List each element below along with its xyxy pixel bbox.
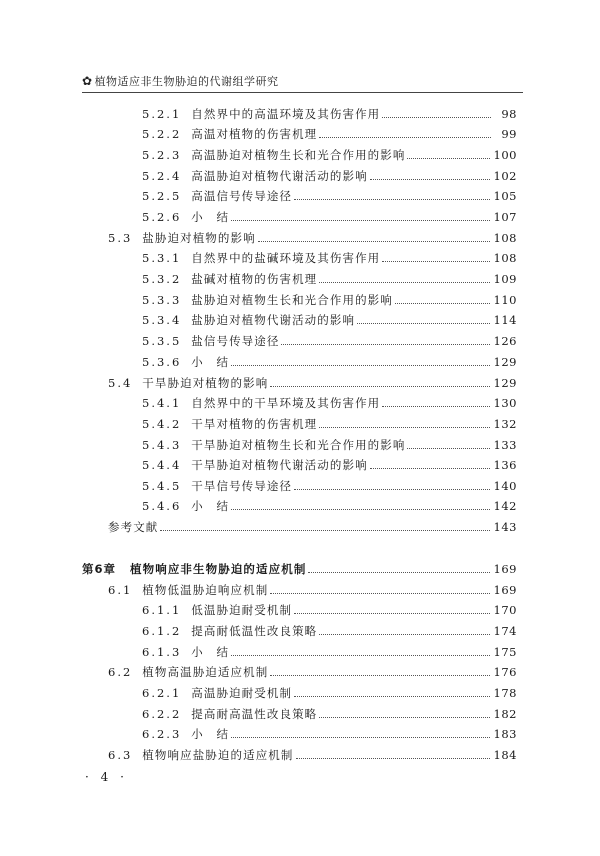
toc-entry[interactable]	[142, 290, 517, 310]
toc-entry-title: 提高耐高温性改良策略	[191, 707, 318, 721]
toc-entry-page: 169	[493, 562, 517, 576]
toc-entry-number: 5.2.3	[142, 148, 182, 162]
toc-entry-page: 129	[493, 376, 517, 390]
toc-entry-page: 130	[493, 396, 517, 410]
toc-entry[interactable]	[142, 496, 517, 516]
dot-leader	[294, 684, 489, 697]
toc-entry-number: 6.2.1	[142, 686, 182, 700]
toc-entry-title: 自然界中的盐碱环境及其伤害作用	[191, 251, 381, 265]
toc-entry[interactable]	[142, 145, 517, 165]
toc-entry-page: 182	[493, 707, 517, 721]
toc-entry-page: 129	[493, 355, 517, 369]
toc-entry-page: 140	[493, 479, 517, 493]
toc-entry-title: 提高耐低温性改良策略	[191, 624, 318, 638]
toc-entry-number: 5.4.5	[142, 479, 182, 493]
toc-entry-page: 108	[493, 251, 517, 265]
dot-leader	[382, 394, 489, 407]
toc-entry-title: 小 结	[191, 499, 230, 513]
toc-entry-title: 盐胁迫对植物生长和光合作用的影响	[191, 293, 393, 307]
toc-entry-number: 5.2.5	[142, 189, 182, 203]
toc-entry[interactable]	[142, 435, 517, 455]
dot-leader	[370, 167, 490, 180]
toc-entry[interactable]	[142, 621, 517, 641]
toc-entry-page: 108	[493, 231, 517, 245]
toc-entry-title: 干旱胁迫对植物代谢活动的影响	[191, 458, 368, 472]
toc-entry[interactable]	[142, 124, 517, 144]
toc-entry-page: 136	[493, 458, 517, 472]
toc-entry-title: 干旱对植物的伤害机理	[191, 417, 318, 431]
toc-entry-title: 高温对植物的伤害机理	[191, 127, 318, 141]
toc-entry[interactable]	[142, 642, 517, 662]
toc-entry-page: 99	[501, 127, 517, 141]
dot-leader	[407, 436, 489, 449]
toc-entry-title: 干旱胁迫对植物生长和光合作用的影响	[191, 438, 406, 452]
dot-leader	[231, 208, 489, 221]
header-rule	[82, 92, 523, 93]
page-number: · 4 ·	[85, 770, 128, 784]
dot-leader	[258, 229, 490, 242]
toc-entry[interactable]	[108, 517, 517, 537]
toc-entry[interactable]	[142, 414, 517, 434]
toc-entry[interactable]	[142, 269, 517, 289]
toc-entry[interactable]	[142, 476, 517, 496]
toc-entry[interactable]	[142, 248, 517, 268]
toc-entry-number: 5.3.6	[142, 355, 182, 369]
dot-leader	[370, 456, 490, 469]
toc-entry-number: 5.4.2	[142, 417, 182, 431]
toc-entry-title: 植物响应盐胁迫的适应机制	[142, 748, 294, 762]
dot-leader	[231, 497, 489, 510]
toc-entry-page: 100	[493, 148, 517, 162]
toc-entry-number: 5.3.1	[142, 251, 182, 265]
toc-entry[interactable]	[108, 580, 517, 600]
running-header	[82, 73, 522, 89]
toc-entry-page: 143	[493, 520, 517, 534]
toc-entry-page: 184	[493, 748, 517, 762]
toc-entry-title: 小 结	[191, 355, 230, 369]
toc-entry-number: 6.3	[108, 748, 133, 762]
toc-entry-number: 5.3.4	[142, 313, 182, 327]
flower-ornament-icon: ✿	[82, 74, 93, 88]
dot-leader	[270, 581, 489, 594]
toc-entry-page: 102	[493, 169, 517, 183]
toc-entry[interactable]	[142, 393, 517, 413]
toc-entry[interactable]	[142, 704, 517, 724]
toc-entry-page: 133	[493, 438, 517, 452]
toc-entry-number: 6.1.3	[142, 645, 182, 659]
toc-entry-page: 114	[493, 313, 517, 327]
toc-entry-page: 142	[493, 499, 517, 513]
toc-entry-page: 109	[493, 272, 517, 286]
dot-leader	[319, 705, 489, 718]
toc-entry[interactable]	[108, 662, 517, 682]
toc-entry-title: 高温胁迫对植物代谢活动的影响	[191, 169, 368, 183]
toc-entry-number: 5.4.3	[142, 438, 182, 452]
toc-entry-title: 低温胁迫耐受机制	[191, 603, 293, 617]
dot-leader	[319, 270, 489, 283]
toc-entry-page: 175	[493, 645, 517, 659]
toc-entry-number: 5.4.4	[142, 458, 182, 472]
toc-entry[interactable]	[142, 207, 517, 227]
toc-entry[interactable]	[142, 186, 517, 206]
dot-leader	[357, 311, 489, 324]
dot-leader	[294, 601, 489, 614]
toc-entry-number: 5.3.2	[142, 272, 182, 286]
toc-entry-number: 5.3	[108, 231, 133, 245]
toc-entry-title: 高温胁迫耐受机制	[191, 686, 293, 700]
toc-entry-page: 174	[493, 624, 517, 638]
toc-entry-number: 5.4	[108, 376, 133, 390]
toc-entry-page: 110	[493, 293, 517, 307]
toc-entry-title: 小 结	[191, 210, 230, 224]
toc-entry-page: 105	[493, 189, 517, 203]
dot-leader	[294, 187, 489, 200]
toc-entry-number: 5.4.1	[142, 396, 182, 410]
toc-entry-title: 盐胁迫对植物的影响	[142, 231, 256, 245]
toc-entry-page: 98	[501, 107, 517, 121]
toc-entry-number: 5.2.6	[142, 210, 182, 224]
toc-entry-title: 高温胁迫对植物生长和光合作用的影响	[191, 148, 406, 162]
toc-entry-title: 盐胁迫对植物代谢活动的影响	[191, 313, 356, 327]
toc-entry[interactable]	[142, 104, 517, 124]
toc-entry-page: 183	[493, 727, 517, 741]
dot-leader	[319, 415, 489, 428]
dot-leader	[160, 518, 489, 531]
toc-entry-title: 参考文献	[108, 520, 159, 534]
dot-leader	[308, 560, 489, 573]
toc-entry[interactable]	[142, 166, 517, 186]
toc-entry-title: 高温信号传导途径	[191, 189, 293, 203]
toc-entry-title: 植物高温胁迫适应机制	[142, 665, 269, 679]
dot-leader	[281, 332, 489, 345]
dot-leader	[231, 725, 489, 738]
dot-leader	[231, 353, 489, 366]
toc-entry-title: 植物低温胁迫响应机制	[142, 583, 269, 597]
toc-entry[interactable]	[142, 455, 517, 475]
toc-entry[interactable]	[142, 724, 517, 744]
toc-entry-title: 植物响应非生物胁迫的适应机制	[130, 562, 307, 576]
toc-entry-page: 132	[493, 417, 517, 431]
dot-leader	[294, 477, 489, 490]
toc-entry[interactable]	[142, 600, 517, 620]
dot-leader	[382, 105, 491, 118]
toc-entry-title: 自然界中的干旱环境及其伤害作用	[191, 396, 381, 410]
dot-leader	[319, 125, 491, 138]
toc-entry-title: 小 结	[191, 727, 230, 741]
book-title: 植物适应非生物胁迫的代谢组学研究	[94, 75, 279, 88]
toc-entry[interactable]	[142, 310, 517, 330]
toc-entry-number: 6.1.2	[142, 624, 182, 638]
dot-leader	[296, 746, 490, 759]
toc-entry-number: 5.3.5	[142, 334, 182, 348]
toc-entry-page: 178	[493, 686, 517, 700]
dot-leader	[407, 146, 489, 159]
toc-entry[interactable]	[108, 745, 517, 765]
toc-entry-number: 6.1.1	[142, 603, 182, 617]
dot-leader	[270, 663, 489, 676]
toc-entry-number: 6.2.3	[142, 727, 182, 741]
toc-entry-number: 第6章	[82, 562, 117, 576]
toc-entry-number: 6.2	[108, 665, 133, 679]
dot-leader	[319, 622, 489, 635]
dot-leader	[270, 374, 489, 387]
dot-leader	[395, 291, 490, 304]
toc-entry[interactable]	[82, 559, 517, 579]
toc-entry-page: 176	[493, 665, 517, 679]
toc-entry-number: 5.2.1	[142, 107, 182, 121]
toc-entry-number: 5.4.6	[142, 499, 182, 513]
toc-entry-number: 5.3.3	[142, 293, 182, 307]
toc-entry[interactable]	[142, 683, 517, 703]
toc-entry[interactable]	[142, 352, 517, 372]
toc-entry-page: 107	[493, 210, 517, 224]
toc-entry-number: 5.2.2	[142, 127, 182, 141]
toc-entry-title: 干旱信号传导途径	[191, 479, 293, 493]
toc-entry-number: 6.2.2	[142, 707, 182, 721]
dot-leader	[382, 249, 489, 262]
toc-entry-number: 5.2.4	[142, 169, 182, 183]
toc-entry-title: 盐碱对植物的伤害机理	[191, 272, 318, 286]
toc-entry[interactable]	[108, 373, 517, 393]
toc-entry-page: 126	[493, 334, 517, 348]
toc-entry-page: 169	[493, 583, 517, 597]
dot-leader	[231, 643, 489, 656]
toc-entry[interactable]	[142, 331, 517, 351]
toc-entry-title: 自然界中的高温环境及其伤害作用	[191, 107, 381, 121]
toc-entry-title: 小 结	[191, 645, 230, 659]
toc-entry-number: 6.1	[108, 583, 133, 597]
toc-entry-title: 干旱胁迫对植物的影响	[142, 376, 269, 390]
toc-entry-page: 170	[493, 603, 517, 617]
toc-entry-title: 盐信号传导途径	[191, 334, 280, 348]
toc-entry[interactable]	[108, 228, 517, 248]
